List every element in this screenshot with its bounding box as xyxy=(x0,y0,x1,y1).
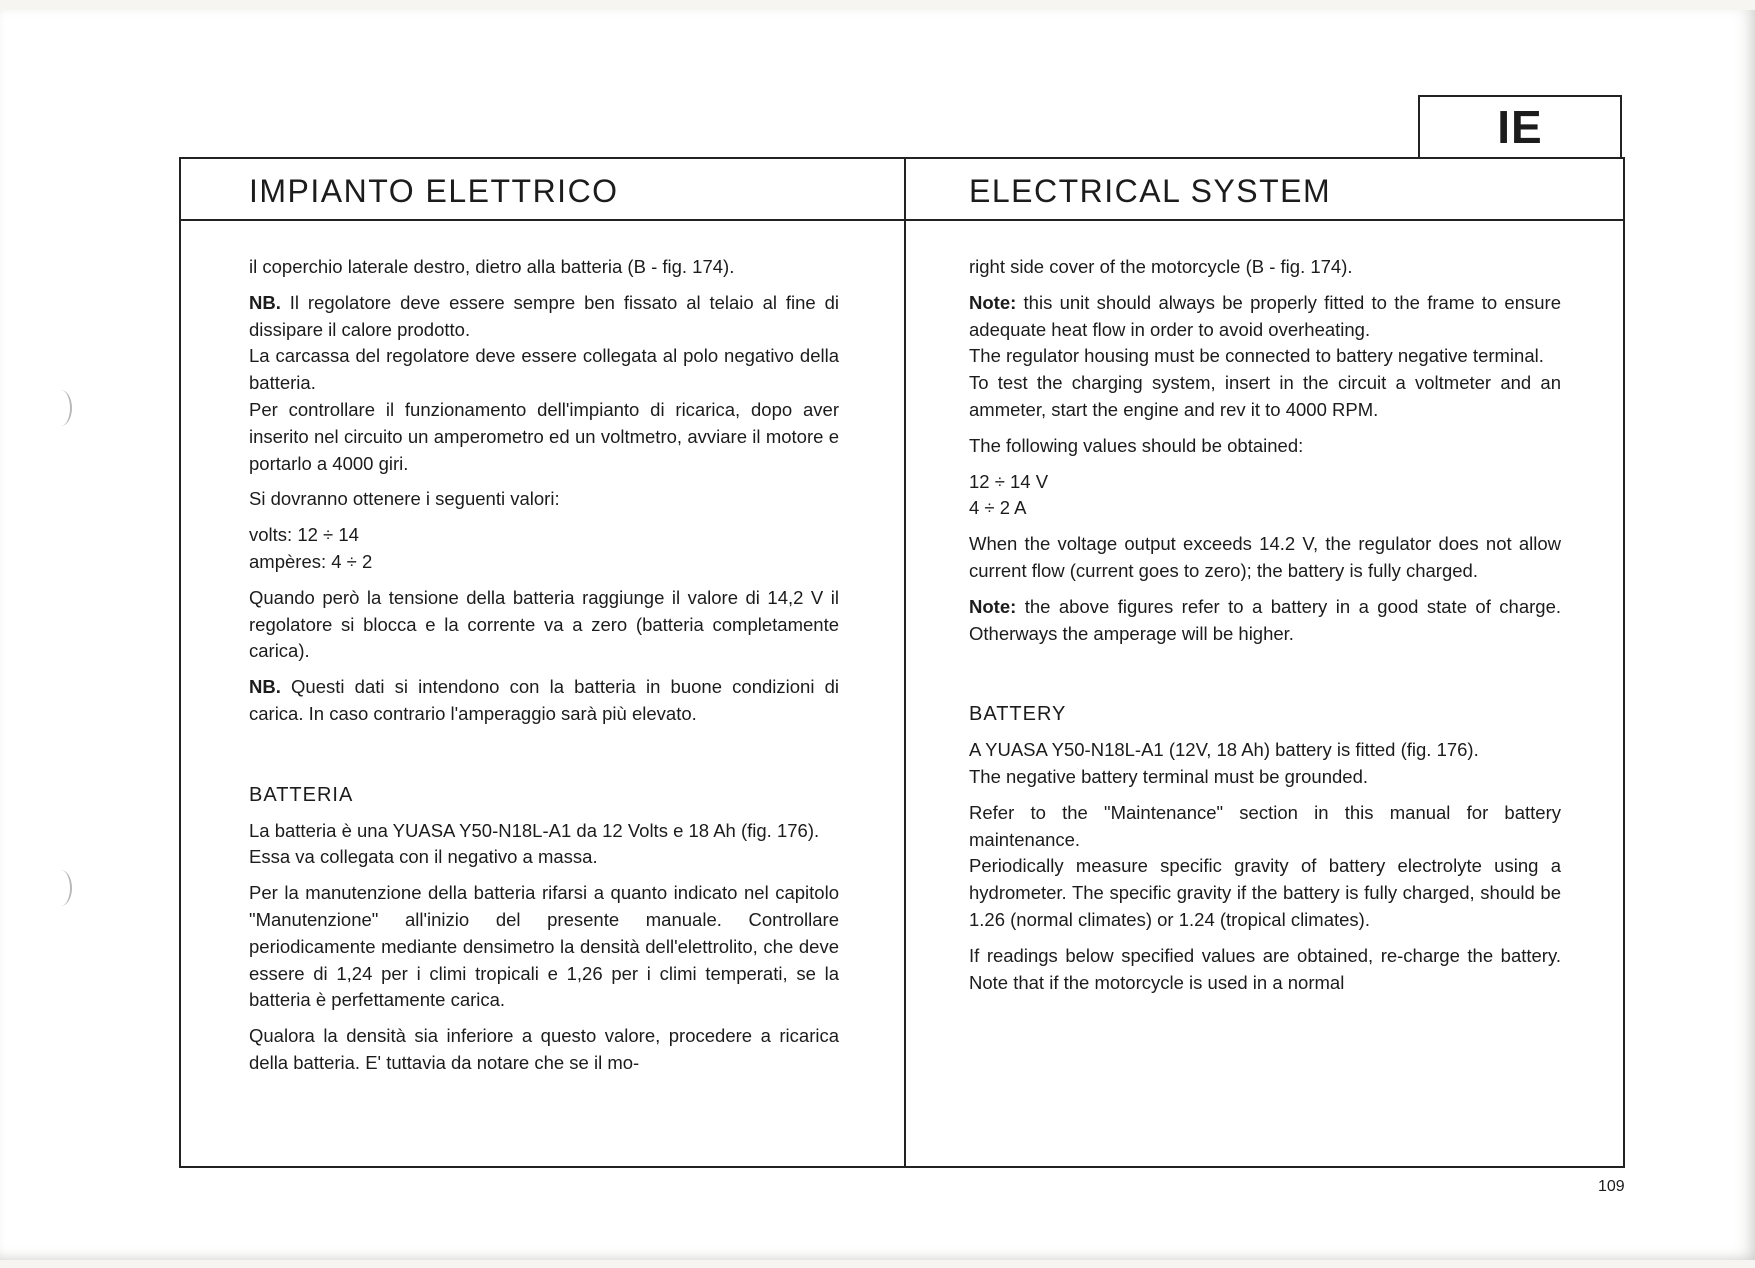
paragraph: Quando però la tensione della batteria raggiunge il valore di 14,2 V il regolatore si blocca e la corrente va a zero (batteria completamente carica). xyxy=(249,586,839,662)
paragraph: Periodically measure specific gravity of battery electrolyte using a hydrometer. The specific gravity if the battery is fully charged, should be 1.26 (normal climates) or 1.24 (tropical climates). xyxy=(969,855,1561,930)
note-label: NB. xyxy=(249,676,281,698)
paragraph: The regulator housing must be connected to battery negative terminal. xyxy=(969,345,1544,367)
note-text: Questi dati si intendono con la batteria in buone condizioni di carica. In caso contrario l'amperaggio sarà più elevato. xyxy=(249,676,839,724)
value-line: 12 ÷ 14 V xyxy=(969,470,1049,492)
section-heading: BATTERIA xyxy=(249,783,354,806)
paragraph: Qualora la densità sia inferiore a questo valore, procedere a ricarica della batteria. E' tuttavia da notare che se il mo- xyxy=(249,1025,839,1073)
note-label: Note: xyxy=(969,291,1017,313)
paragraph: La batteria è una YUASA Y50-N18L-A1 da 12 Volts e 18 Ah (fig. 176). xyxy=(249,819,820,841)
note-label: Note: xyxy=(969,595,1017,617)
paragraph: A YUASA Y50-N18L-A1 (12V, 18 Ah) battery is fitted (fig. 176). xyxy=(969,739,1479,761)
note-text: Il regolatore deve essere sempre ben fissato al telaio al fine di dissipare il calore prodotto. xyxy=(249,291,839,340)
paragraph: Per la manutenzione della batteria rifarsi a quanto indicato nel capitolo "Manutenzione" all'inizio del presente manuale. Controllare periodicamente mediante densimetro la densità dell'elettrolito, che deve essere di 1,24 per i climi tropicali e 1,26 per i climi temperati, se la batteria è perfettamente carica. xyxy=(249,882,839,1011)
section-tab: IE xyxy=(1418,95,1622,157)
paragraph: The following values should be obtained: xyxy=(969,434,1304,456)
paragraph: Essa va collegata con il negativo a massa. xyxy=(249,846,598,868)
note-text: the above figures refer to a battery in a good state of charge. Otherways the amperage will be higher. xyxy=(969,595,1561,644)
paragraph: To test the charging system, insert in the circuit a voltmeter and an ammeter, start the engine and rev it to 4000 RPM. xyxy=(969,372,1561,420)
paragraph: La carcassa del regolatore deve essere collegata al polo negativo della batteria. xyxy=(249,345,839,394)
value-line: ampères: 4 ÷ 2 xyxy=(249,550,373,572)
section-heading: BATTERY xyxy=(969,703,1067,726)
value-line: 4 ÷ 2 A xyxy=(969,497,1027,519)
content-frame xyxy=(179,157,1625,1168)
title-english: ELECTRICAL SYSTEM xyxy=(969,173,1332,209)
paragraph: The negative battery terminal must be grounded. xyxy=(969,765,1369,787)
manual-page xyxy=(0,10,1755,1260)
column-divider xyxy=(904,159,906,1166)
header-rule xyxy=(181,219,1623,221)
paragraph: Refer to the "Maintenance" section in this manual for battery maintenance. xyxy=(969,801,1561,850)
italian-column xyxy=(249,254,839,1086)
note-paragraph xyxy=(969,290,1561,344)
note-paragraph xyxy=(249,674,839,728)
paragraph: Si dovranno ottenere i seguenti valori: xyxy=(249,488,560,510)
note-text: this unit should always be properly fitted to the frame to ensure adequate heat flow in order to avoid overheating. xyxy=(969,291,1561,340)
note-paragraph xyxy=(249,290,839,344)
paragraph: If readings below specified values are obtained, re-charge the battery. Note that if the motorcycle is used in a normal xyxy=(969,944,1561,993)
paragraph: il coperchio laterale destro, dietro alla batteria (B - fig. 174). xyxy=(249,256,735,277)
paragraph: Per controllare il funzionamento dell'impianto di ricarica, dopo aver inserito nel circuito un amperometro ed un voltmetro, avviare il motore e portarlo a 4000 giri. xyxy=(249,398,839,474)
note-label: NB. xyxy=(249,291,281,313)
paragraph: When the voltage output exceeds 14.2 V, the regulator does not allow current flow (current goes to zero); the battery is fully charged. xyxy=(969,533,1561,581)
punch-hole-mark xyxy=(50,870,72,906)
paragraph: right side cover of the motorcycle (B - fig. 174). xyxy=(969,256,1353,277)
note-paragraph xyxy=(969,594,1561,648)
english-column xyxy=(969,254,1561,1005)
punch-hole-mark xyxy=(50,390,72,426)
value-line: volts: 12 ÷ 14 xyxy=(249,524,359,546)
page-number: 109 xyxy=(1598,1178,1625,1195)
title-italian: IMPIANTO ELETTRICO xyxy=(249,173,619,209)
